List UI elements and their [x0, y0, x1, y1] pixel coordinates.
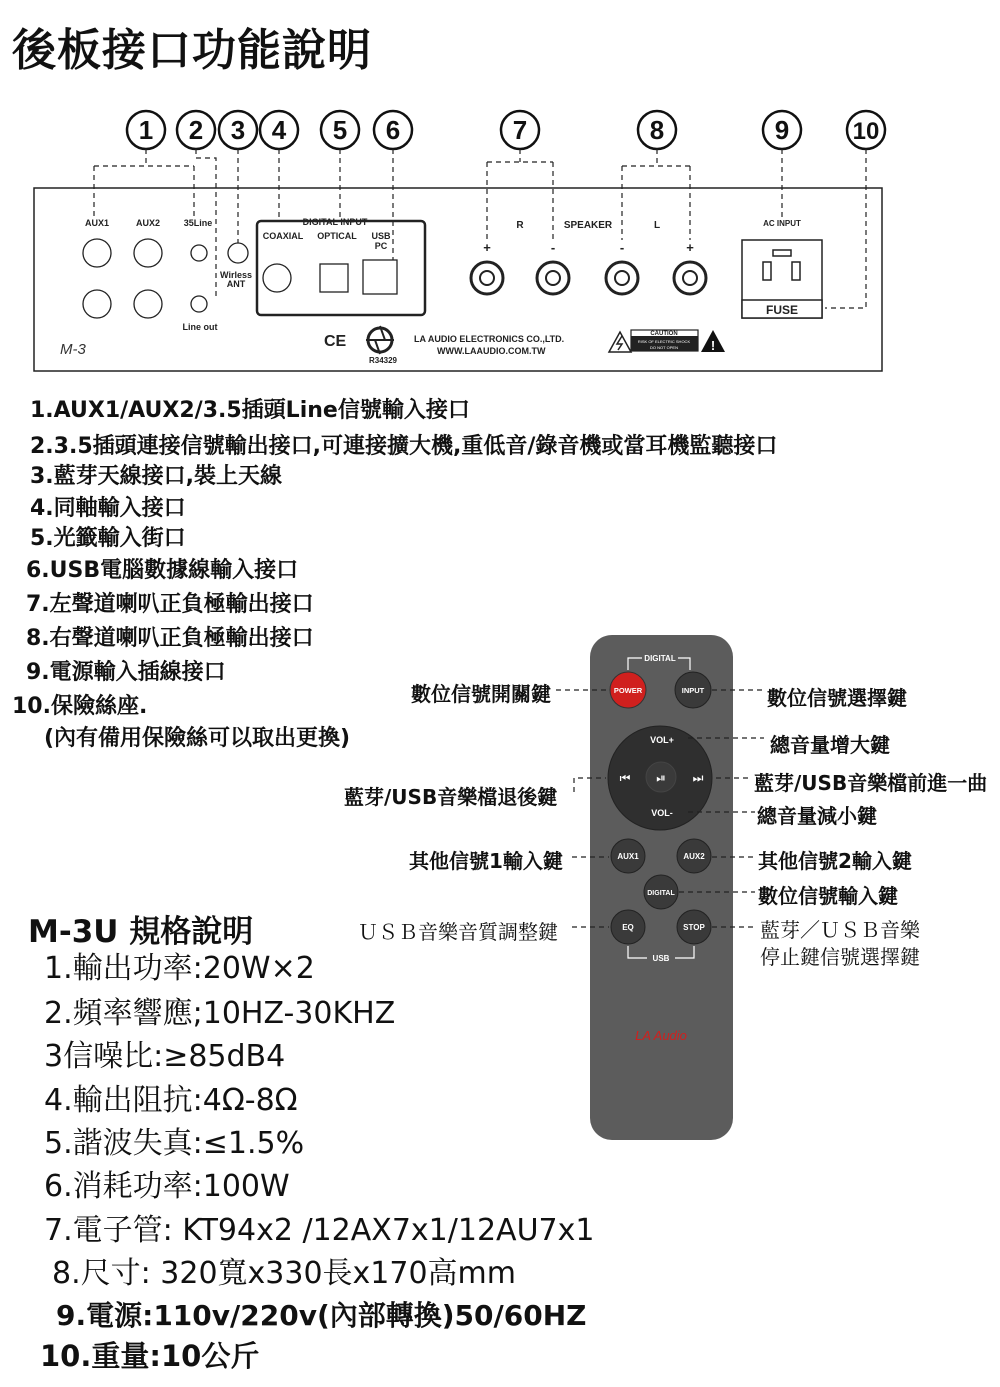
- remote-label-vol-up: 總音量增大鍵: [770, 733, 890, 757]
- remote-label-power: 數位信號開關鍵: [411, 682, 551, 706]
- interface-item-note: (內有備用保險絲可以取出更換): [44, 726, 351, 751]
- callout-5: 5: [332, 115, 348, 145]
- remote-label-aux2: 其他信號2輸入鍵: [758, 849, 912, 873]
- caution-title: CAUTION: [650, 331, 678, 337]
- interface-item-9: 9.電源輸入插線接口: [26, 660, 226, 685]
- digital-group-label: DIGITAL: [644, 654, 676, 663]
- maker-name: LA AUDIO ELECTRONICS CO.,LTD.: [414, 334, 565, 344]
- interface-item-7: 7.左聲道喇叭正負極輸出接口: [26, 592, 314, 617]
- remote-label-next: 藍芽/USB音樂檔前進一曲: [754, 771, 988, 795]
- warning-exclamation: !: [710, 338, 716, 353]
- spec-item-2: 2.頻率響應;10HZ-30KHZ: [44, 996, 396, 1031]
- label-r: R: [516, 220, 524, 231]
- interface-item-4: 4.同軸輸入接口: [30, 496, 186, 521]
- callout-6: 6: [385, 115, 401, 145]
- model-logo: M-3: [60, 341, 86, 358]
- brand-logo: LA Audio: [635, 1028, 687, 1043]
- callout-8: 8: [649, 115, 665, 145]
- callout-3: 3: [230, 115, 246, 145]
- callout-10: 10: [852, 118, 880, 145]
- label-minus-l: -: [619, 240, 625, 255]
- spec-item-5: 5.諧波失真:≤1.5%: [44, 1126, 305, 1161]
- label-plus-r: +: [483, 240, 491, 255]
- spec-item-7: 7.電子管: KT94x2 /12AX7x1/12AU7x1: [44, 1213, 595, 1248]
- label-pc: PC: [374, 241, 388, 251]
- interface-item-10: 10.保險絲座.: [12, 694, 148, 719]
- callout-2: 2: [188, 115, 204, 145]
- page-title: 後板接口功能說明: [12, 25, 372, 76]
- remote-label-vol-down: 總音量減小鍵: [757, 804, 877, 828]
- interface-item-3: 3.藍芽天線接口,裝上天線: [30, 464, 283, 489]
- website: WWW.LAAUDIO.COM.TW: [437, 346, 546, 356]
- spec-item-9: 9.電源:110v/220v(內部轉換)50/60HZ: [56, 1299, 587, 1332]
- interface-item-8: 8.右聲道喇叭正負極輸出接口: [26, 626, 314, 651]
- spec-item-8: 8.尺寸: 320寬x330長x170高mm: [52, 1256, 517, 1291]
- specs-title: M-3U 規格說明: [28, 914, 254, 950]
- spec-item-6: 6.消耗功率:100W: [44, 1169, 290, 1204]
- ce-mark: CE: [324, 333, 347, 350]
- prev-track-icon[interactable]: ⏮: [619, 771, 631, 785]
- label-line-out: Line out: [182, 322, 218, 332]
- label-optical: OPTICAL: [317, 231, 357, 241]
- interface-item-6: 6.USB電腦數據線輸入接口: [26, 558, 299, 583]
- aux2-button-label: AUX2: [683, 852, 705, 861]
- callout-4: 4: [271, 115, 287, 145]
- remote-label-aux1: 其他信號1輸入鍵: [409, 849, 563, 873]
- label-aux2: AUX2: [135, 218, 161, 228]
- label-35line: 35Line: [183, 218, 213, 228]
- interface-item-1: 1.AUX1/AUX2/3.5插頭Line信號輸入接口: [30, 398, 470, 423]
- remote-label-stop-2: 停止鍵信號選擇鍵: [760, 945, 920, 969]
- input-button-label: INPUT: [681, 686, 705, 695]
- label-speaker: SPEAKER: [563, 220, 613, 231]
- label-ac-input: AC INPUT: [763, 219, 801, 228]
- label-usb: USB: [371, 231, 391, 241]
- digital-button-label: DIGITAL: [647, 890, 675, 897]
- label-aux1: AUX1: [84, 218, 110, 228]
- usb-group-label: USB: [652, 954, 670, 963]
- spec-item-3: 3信噪比:≥85dB4: [44, 1039, 286, 1074]
- label-ant: ANT: [226, 279, 246, 289]
- eq-button-label: EQ: [622, 923, 634, 932]
- power-button-label: POWER: [613, 686, 643, 695]
- spec-item-1: 1.輸出功率:20W×2: [44, 951, 315, 986]
- vol-up-label[interactable]: VOL+: [650, 735, 674, 745]
- callout-7: 7: [512, 115, 528, 145]
- remote-label-prev: 藍芽/USB音樂檔退後鍵: [344, 785, 558, 809]
- cert-number: R34329: [368, 356, 398, 365]
- remote-label-digital: 數位信號輸入鍵: [758, 884, 898, 908]
- remote-label-eq: ＵＳＢ音樂音質調整鍵: [358, 920, 558, 944]
- next-track-icon[interactable]: ⏭: [692, 771, 704, 785]
- label-digital-input: DIGITAL INPUT: [302, 217, 368, 227]
- label-plus-l: +: [686, 240, 694, 255]
- interface-item-2: 2.3.5插頭連接信號輸出接口,可連接擴大機,重低音/錄音機或當耳機監聽接口: [30, 434, 778, 459]
- vol-down-label[interactable]: VOL-: [651, 808, 673, 818]
- stop-button-label: STOP: [683, 923, 705, 932]
- label-wireless: Wirless: [220, 270, 252, 280]
- spec-item-4: 4.輸出阻抗:4Ω-8Ω: [44, 1083, 298, 1118]
- caution-line2: DO NOT OPEN: [650, 345, 678, 350]
- play-pause-icon: ⏯: [656, 771, 666, 785]
- spec-item-10: 10.重量:10公斤: [40, 1339, 260, 1373]
- callout-9: 9: [774, 115, 790, 145]
- caution-line1: RISK OF ELECTRIC SHOCK: [637, 339, 691, 344]
- remote-label-stop-1: 藍芽／ＵＳＢ音樂: [760, 918, 920, 942]
- label-minus-r: -: [550, 240, 556, 255]
- remote-label-input: 數位信號選擇鍵: [767, 686, 907, 710]
- aux1-button-label: AUX1: [617, 852, 639, 861]
- label-fuse: FUSE: [765, 303, 799, 317]
- interface-item-5: 5.光籤輸入街口: [30, 526, 186, 551]
- label-coaxial: COAXIAL: [262, 231, 304, 241]
- callout-1: 1: [138, 115, 154, 145]
- label-l: L: [653, 220, 661, 231]
